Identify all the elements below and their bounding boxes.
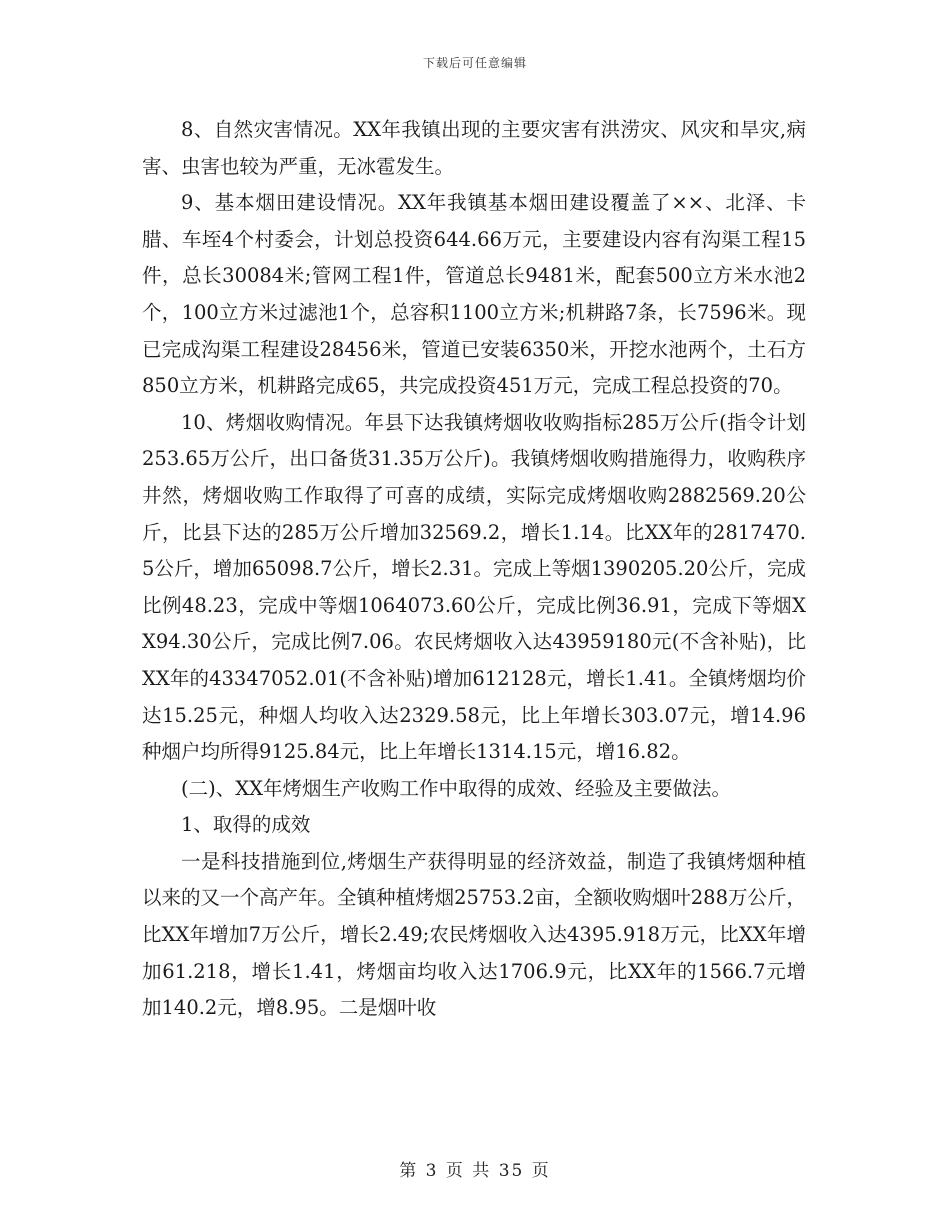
document-body: [142, 112, 806, 1027]
paragraph-tobacco-purchase: 10、烤烟收购情况。年县下达我镇烤烟收收购指标285万公斤(指令计划253.65万公斤，出口备货31.35万公斤)。我镇烤烟收购措施得力，收购秩序井然，烤烟收购工作取得了可喜的成绩，实际完成烤烟收购2882569.20公斤，比县下达的285万公斤增加32569.2，增长1.14。比XX年的2817470.5公斤，增加65098.7公斤，增长2.31。完成上等烟1390205.20公斤，完成比例48.23，完成中等烟1064073.60公斤，完成比例36.91，完成下等烟XX94.30公斤，完成比例7.06。农民烤烟收入达43959180元(不含补贴)，比XX年的43347052.01(不含补贴)增加612128元，增长1.41。全镇烤烟均价达15.25元，种烟人均收入达2329.58元，比上年增长303.07元，增14.96种烟户均所得9125.84元，比上年增长1314.15元，增16.82。: [142, 410, 806, 764]
section-heading-achievements: (二)、XX年烤烟生产收购工作中取得的成效、经验及主要做法。: [181, 776, 731, 800]
page-header: 下载后可任意编辑: [422, 56, 527, 70]
paragraph-results: 一是科技措施到位,烤烟生产获得明显的经济效益，制造了我镇烤烟种植以来的又一个高产年。全镇种植烤烟25753.2亩，全额收购烟叶288万公斤，比XX年增加7万公斤，增长2.49;农民烤烟收入达4395.918万元，比XX年增加61.218，增长1.41，烤烟亩均收入达1706.9元，比XX年的1566.7元增加140.2元，增8.95。二是烟叶收: [142, 849, 806, 1020]
paragraph-tobacco-field-construction: 9、基本烟田建设情况。XX年我镇基本烟田建设覆盖了××、北泽、卡腊、车垤4个村委会，计划总投资644.66万元，主要建设内容有沟渠工程15件，总长30084米;管网工程1件，管道总长9481米，配套500立方米水池2个，100立方米过滤池1个，总容积1100立方米;机耕路7条，长7596米。现已完成沟渠工程建设28456米，管道已安装6350米，开挖水池两个，土石方850立方米，机耕路完成65，共完成投资451万元，完成工程总投资的70。: [142, 191, 806, 398]
subsection-heading-results: 1、取得的成效: [181, 813, 311, 837]
paragraph-natural-disasters: 8、自然灾害情况。XX年我镇出现的主要灾害有洪涝灾、风灾和旱灾,病害、虫害也较为严重，无冰雹发生。: [142, 118, 806, 178]
page-number-footer: 第 3 页 共 35 页: [399, 1161, 551, 1181]
